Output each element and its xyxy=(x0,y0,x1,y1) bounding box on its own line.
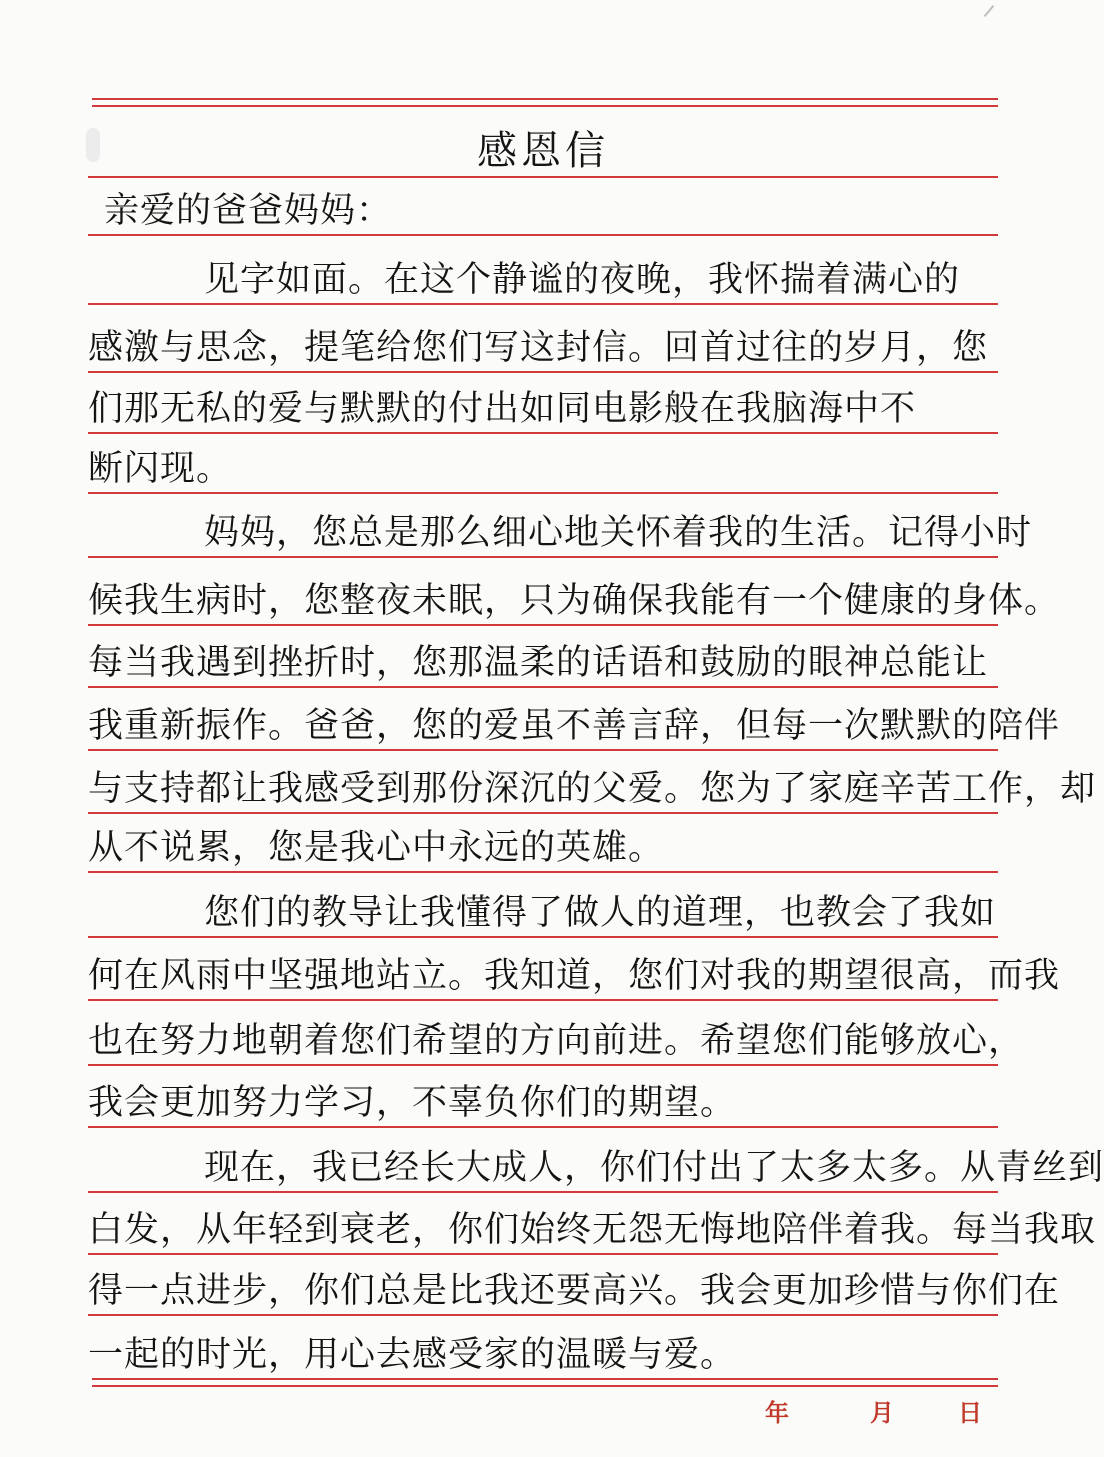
text-line-12: 何在风雨中坚强地站立。我知道，您们对我的期望很高，而我 xyxy=(88,956,1061,996)
letter-title: 感恩信 xyxy=(477,128,609,174)
text-line xyxy=(88,1320,998,1378)
text-line-7: 每当我遇到挫折时，您那温柔的话语和鼓励的眼神总能让 xyxy=(88,643,989,683)
text-line xyxy=(88,693,1061,751)
text-line xyxy=(88,630,998,688)
salutation: 亲爱的爸爸妈妈： xyxy=(104,191,393,231)
text-line-8: 我重新振作。爸爸，您的爱虽不善言辞，但每一次默默的陪伴 xyxy=(88,706,1061,746)
text-line-2: 感激与思念，提笔给您们写这封信。回首过往的岁月，您 xyxy=(88,328,989,368)
text-line-1: 见字如面。在这个静谧的夜晚，我怀揣着满心的 xyxy=(204,260,961,300)
text-line-14: 我会更加努力学习，不辜负你们的期望。 xyxy=(88,1083,737,1123)
text-line xyxy=(88,880,998,938)
text-line xyxy=(88,436,998,494)
text-line-15: 现在，我已经长大成人，你们付出了太多太多。从青丝到 xyxy=(204,1148,1104,1188)
text-line-13: 也在努力地朝着您们希望的方向前进。希望您们能够放心， xyxy=(88,1021,1025,1061)
text-line xyxy=(88,815,998,873)
text-line-9: 与支持都让我感受到那份深沉的父爱。您为了家庭辛苦工作，却 xyxy=(88,769,1097,809)
text-line-4: 断闪现。 xyxy=(88,449,233,489)
text-line xyxy=(88,943,1061,1001)
text-line xyxy=(88,500,1033,558)
text-line xyxy=(88,247,998,305)
date-day-label: 日 xyxy=(958,1399,982,1427)
text-line xyxy=(88,568,1061,626)
text-line-5: 妈妈，您总是那么细心地关怀着我的生活。记得小时 xyxy=(204,513,1033,553)
text-line-17: 得一点进步，你们总是比我还要高兴。我会更加珍惜与你们在 xyxy=(88,1271,1061,1311)
text-line-3: 们那无私的爱与默默的付出如同电影般在我脑海中不 xyxy=(88,389,917,429)
text-line-6: 候我生病时，您整夜未眠，只为确保我能有一个健康的身体。 xyxy=(88,581,1061,621)
text-line-16: 白发，从年轻到衰老，你们始终无怨无悔地陪伴着我。每当我取 xyxy=(88,1210,1097,1250)
date-month-label: 月 xyxy=(870,1399,894,1427)
text-line-11: 您们的教导让我懂得了做人的道理，也教会了我如 xyxy=(204,893,997,933)
salutation-line xyxy=(88,178,998,236)
top-double-rule xyxy=(92,98,998,107)
text-line xyxy=(88,376,998,434)
corner-mark xyxy=(984,5,995,17)
bottom-double-rule xyxy=(92,1378,998,1387)
text-line-10: 从不说累，您是我心中永远的英雄。 xyxy=(88,828,665,868)
text-line xyxy=(88,1197,1097,1255)
text-line-18: 一起的时光，用心去感受家的温暖与爱。 xyxy=(88,1335,737,1375)
title-line xyxy=(88,120,998,178)
date-year-label: 年 xyxy=(765,1399,789,1427)
text-line xyxy=(88,1258,1061,1316)
text-line xyxy=(88,1008,1025,1066)
text-line xyxy=(88,1135,1104,1193)
text-line xyxy=(88,756,1097,814)
text-line xyxy=(88,315,998,373)
text-line xyxy=(88,1070,998,1128)
